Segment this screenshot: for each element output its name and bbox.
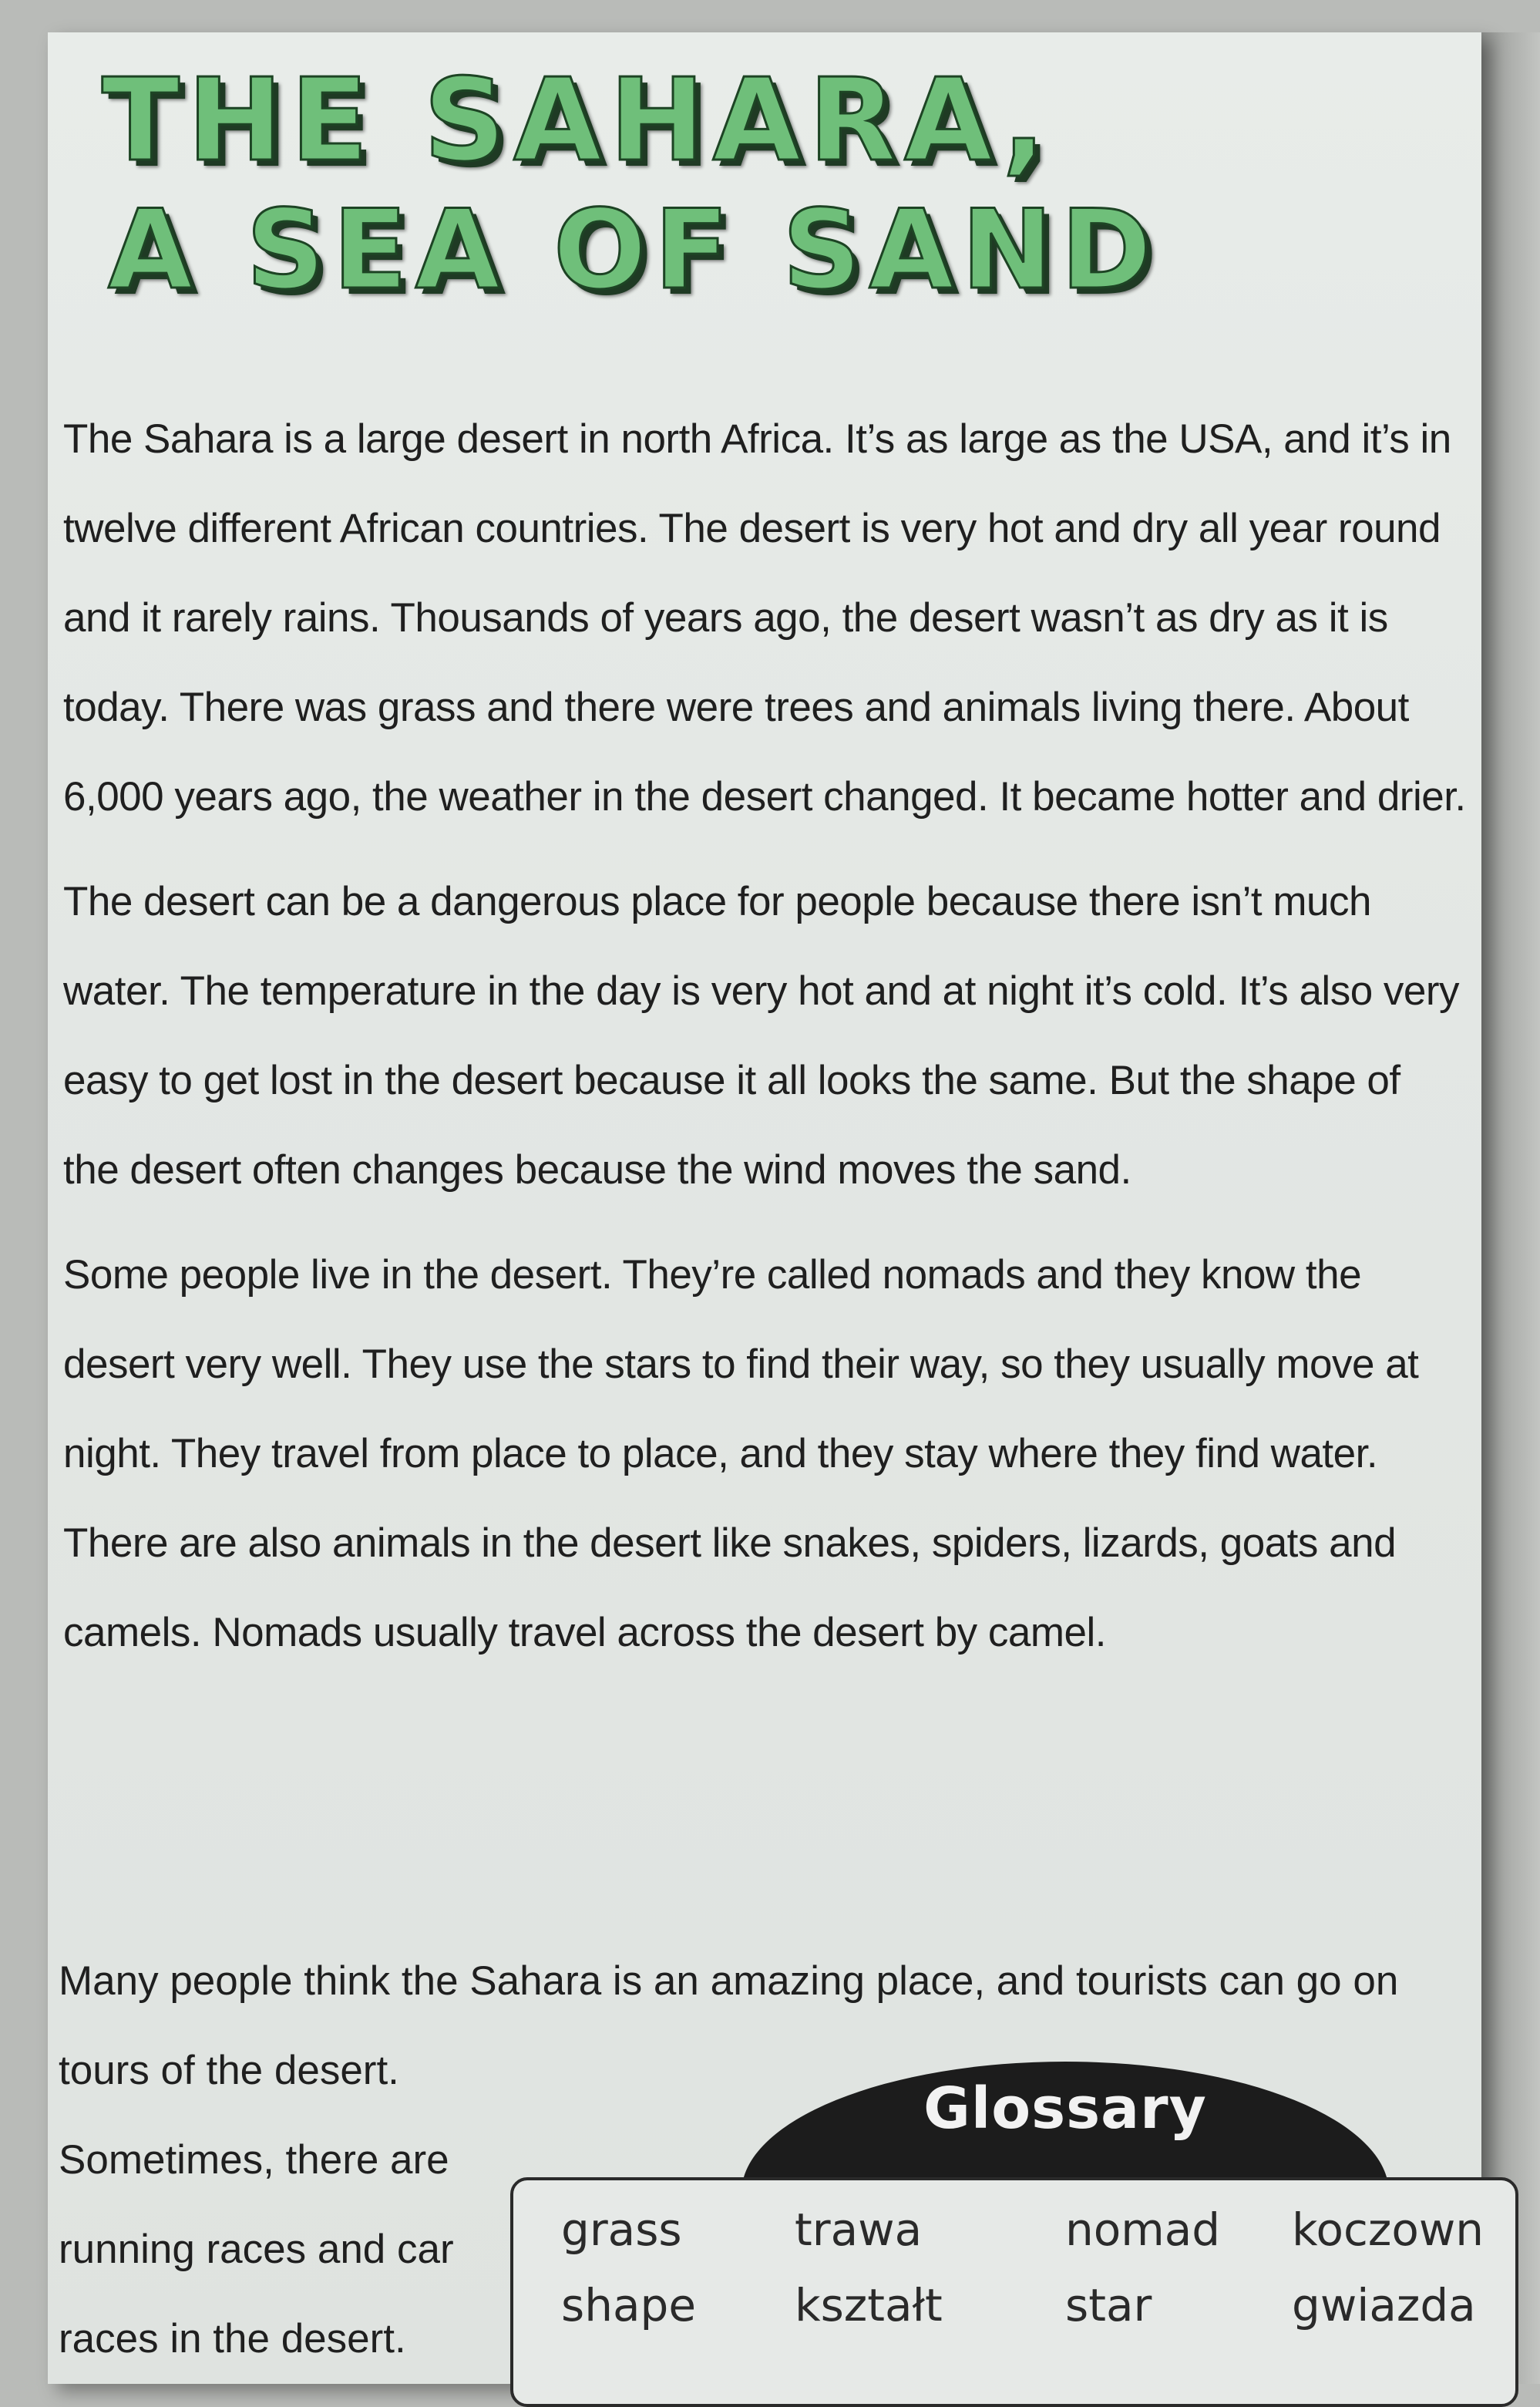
title-line-2: A SEA OF SAND <box>108 187 1159 314</box>
glossary-translation: trawa <box>795 2203 923 2256</box>
title-line-1: THE SAHARA, <box>102 54 1054 187</box>
paragraph-4-wide: Many people think the Sahara is an amazing place, and tourists can go on tours of the desert. <box>59 1958 1399 2093</box>
glossary-translation: koczown <box>1292 2203 1485 2256</box>
paragraph-2: The desert can be a dangerous place for people because there isn’t much water. The temperature in the day is very hot and at night it’s cold. It’s also very easy to get lost in the desert because it all looks the same. But the shape of the desert often changes because the wind moves the sand. <box>63 879 1460 1193</box>
glossary-box <box>510 2177 1518 2407</box>
paragraph-4-narrow: Sometimes, there are running races and car races in the desert. <box>59 2137 454 2362</box>
glossary-row <box>513 2279 1515 2348</box>
page-edge-shadow <box>1481 32 1540 2384</box>
glossary-translation: kształt <box>795 2279 943 2331</box>
paragraph-3: Some people live in the desert. They’re called nomads and they know the desert very well. They use the stars to find their way, so they usually move at night. They travel from place to place, and they stay where they find water. There are also animals in the desert like snakes, spiders, lizards, goats and camels. Nomads usually travel across the desert by camel. <box>63 1252 1419 1655</box>
textbook-page <box>48 32 1481 2384</box>
glossary-title: Glossary <box>923 2075 1207 2142</box>
glossary-term: shape <box>561 2279 697 2331</box>
glossary-term: nomad <box>1065 2203 1221 2256</box>
glossary-translation: gwiazda <box>1292 2279 1476 2331</box>
glossary-row <box>513 2203 1515 2273</box>
glossary-panel <box>510 2062 1512 2385</box>
page-title <box>71 54 1381 314</box>
article-body <box>63 395 1466 1693</box>
glossary-term: star <box>1065 2279 1152 2331</box>
glossary-term: grass <box>561 2203 682 2256</box>
paragraph-1: The Sahara is a large desert in north Africa. It’s as large as the USA, and it’s in twelve different African countries. The desert is very hot and dry all year round and it rarely rains. Thousands of years ago, the desert wasn’t as dry as it is today. There was grass and there were trees and animals living there. About 6,000 years ago, the weather in the desert changed. It became hotter and drier. <box>63 416 1466 820</box>
